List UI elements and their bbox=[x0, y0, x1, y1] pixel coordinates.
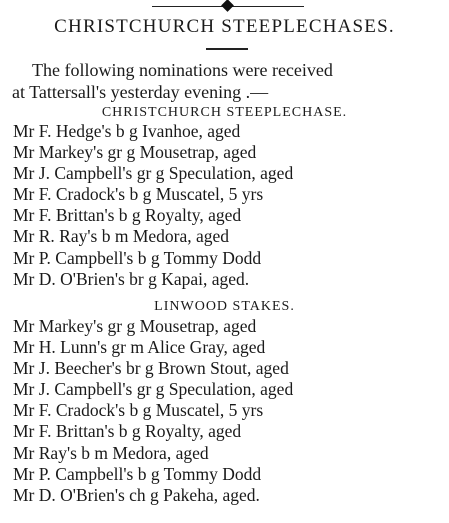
section-heading-steeplechase: CHRISTCHURCH STEEPLECHASE. bbox=[101, 105, 348, 120]
list-item: Mr Ray's b m Medora, aged bbox=[13, 442, 209, 463]
list-item: Mr F. Brittan's b g Royalty, aged bbox=[13, 205, 242, 226]
list-item: Mr F. Brittan's b g Royalty, aged bbox=[13, 421, 242, 442]
intro-line-1: The following nominations were received bbox=[32, 60, 333, 80]
list-item: Mr H. Lunn's gr m Alice Gray, aged bbox=[13, 337, 266, 358]
list-item: Mr P. Campbell's b g Tommy Dodd bbox=[13, 247, 262, 268]
list-item: Mr F. Cradock's b g Muscatel, 5 yrs bbox=[13, 184, 264, 205]
list-item: Mr F. Hedge's b g Ivanhoe, aged bbox=[13, 121, 241, 141]
article-headline: CHRISTCHURCH STEEPLECHASES. bbox=[54, 16, 395, 37]
list-item: Mr J. Beecher's br g Brown Stout, aged bbox=[13, 358, 289, 379]
list-item: Mr F. Cradock's b g Muscatel, 5 yrs bbox=[13, 400, 264, 421]
list-item: Mr R. Ray's b m Medora, aged bbox=[13, 226, 230, 247]
list-item: Mr Markey's gr g Mousetrap, aged bbox=[13, 142, 257, 163]
intro-line-2: at Tattersall's yesterday evening .— bbox=[12, 82, 269, 102]
steeplechase-nominations-list bbox=[13, 121, 293, 290]
diamond-ornament-icon bbox=[221, 0, 234, 12]
list-item: Mr Markey's gr g Mousetrap, aged bbox=[13, 316, 257, 336]
section-heading-linwood: LINWOOD STAKES. bbox=[154, 299, 295, 314]
headline-divider bbox=[206, 48, 248, 50]
linwood-nominations-list bbox=[13, 316, 293, 506]
list-item: Mr J. Campbell's gr g Speculation, aged bbox=[13, 163, 294, 184]
list-item: Mr D. O'Brien's ch g Pakeha, aged. bbox=[13, 484, 260, 505]
list-item: Mr J. Campbell's gr g Speculation, aged bbox=[13, 379, 294, 400]
list-item: Mr D. O'Brien's br g Kapai, aged. bbox=[13, 268, 250, 289]
list-item: Mr P. Campbell's b g Tommy Dodd bbox=[13, 463, 262, 484]
